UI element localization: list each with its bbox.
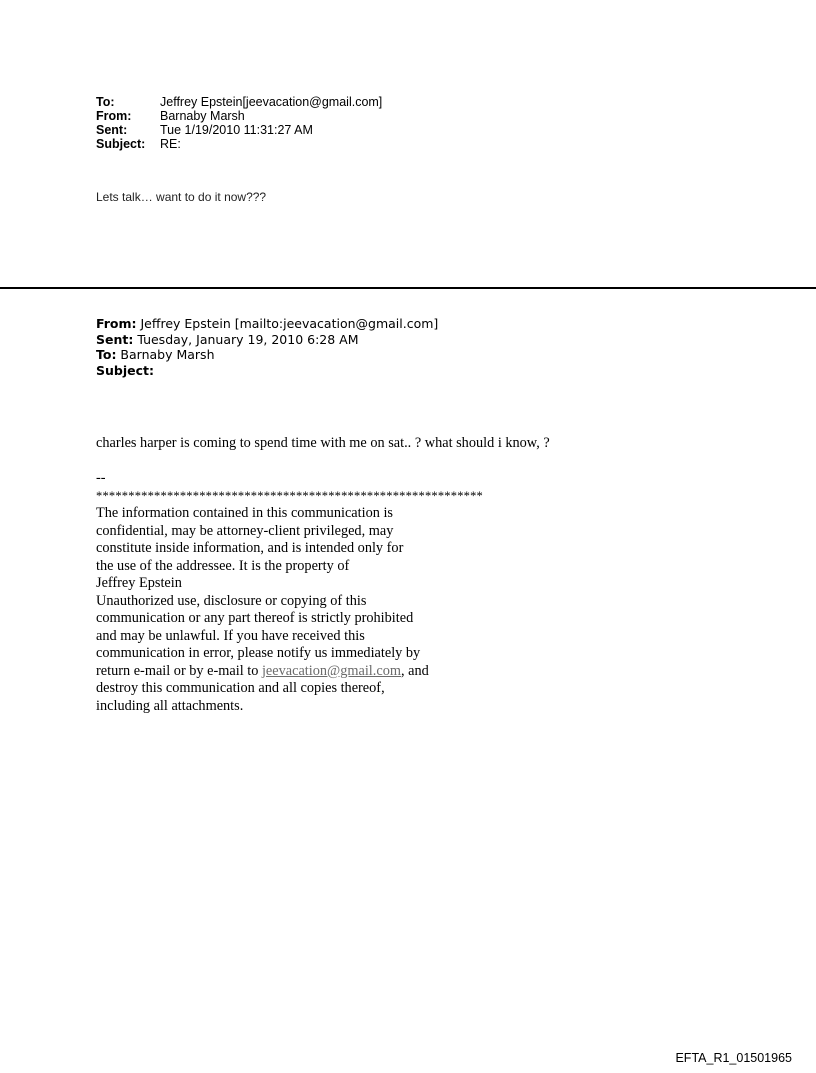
sent-value: Tue 1/19/2010 11:31:27 AM (160, 123, 313, 137)
disclaimer-line: confidential, may be attorney-client privileged, may (96, 522, 394, 539)
quoted-from-label: From: (96, 316, 137, 331)
from-row (96, 109, 382, 123)
quoted-to-label: To: (96, 347, 117, 362)
from-value: Barnaby Marsh (160, 109, 245, 123)
disclaimer-line: the use of the addressee. It is the property of (96, 557, 350, 574)
to-label: To: (96, 95, 115, 109)
quoted-subject-label: Subject: (96, 362, 154, 378)
disclaimer-return-line (96, 663, 483, 681)
from-label: From: (96, 109, 132, 123)
signature-block (96, 470, 483, 715)
quoted-sent-row (96, 332, 438, 348)
disclaimer-line: constitute inside information, and is intended only for (96, 540, 404, 556)
return-suffix: , and (400, 662, 429, 679)
divider-line (0, 287, 816, 289)
top-email-body: Lets talk… want to do it now??? (96, 190, 267, 204)
email-link[interactable]: jeevacation@gmail.com (261, 662, 401, 679)
quoted-email-header (96, 316, 438, 378)
to-value: Jeffrey Epstein[jeevacation@gmail.com] (160, 95, 383, 109)
disclaimer-line: Jeffrey Epstein (96, 575, 182, 591)
subject-label: Subject: (96, 137, 146, 151)
quoted-email-body: charles harper is coming to spend time with me on sat.. ? what should i know, ? (96, 435, 550, 451)
quoted-to-value: Barnaby Marsh (116, 347, 215, 362)
disclaimer-line: and may be unlawful. If you have received this (96, 627, 365, 644)
disclaimer-line: The information contained in this communication is (96, 505, 393, 521)
quoted-sent-label: Sent: (96, 331, 134, 347)
disclaimer-line: Unauthorized use, disclosure or copying of this (96, 592, 367, 609)
quoted-sent-value: Tuesday, January 19, 2010 6:28 AM (133, 331, 359, 347)
quoted-from-row (96, 316, 438, 332)
signature-dashes: -- (96, 470, 106, 486)
disclaimer-line: destroy this communication and all copies thereof, (96, 680, 385, 696)
quoted-to-row (96, 347, 438, 363)
quoted-from-value: Jeffrey Epstein [mailto:jeevacation@gmail.com] (136, 316, 439, 331)
document-id: EFTA_R1_01501965 (675, 1051, 792, 1065)
disclaimer-line: communication or any part thereof is strictly prohibited (96, 610, 414, 626)
top-email-header (96, 95, 382, 151)
to-row (96, 95, 382, 109)
subject-row (96, 137, 382, 151)
disclaimer-line: communication in error, please notify us immediately by (96, 645, 421, 661)
signature-stars: ************************************************************ (96, 488, 483, 503)
sent-row (96, 123, 382, 137)
subject-value: RE: (160, 137, 181, 151)
return-prefix: return e-mail or by e-mail to (96, 662, 262, 679)
sent-label: Sent: (96, 123, 128, 137)
disclaimer-line: including all attachments. (96, 697, 244, 714)
quoted-subject-row (96, 363, 438, 379)
